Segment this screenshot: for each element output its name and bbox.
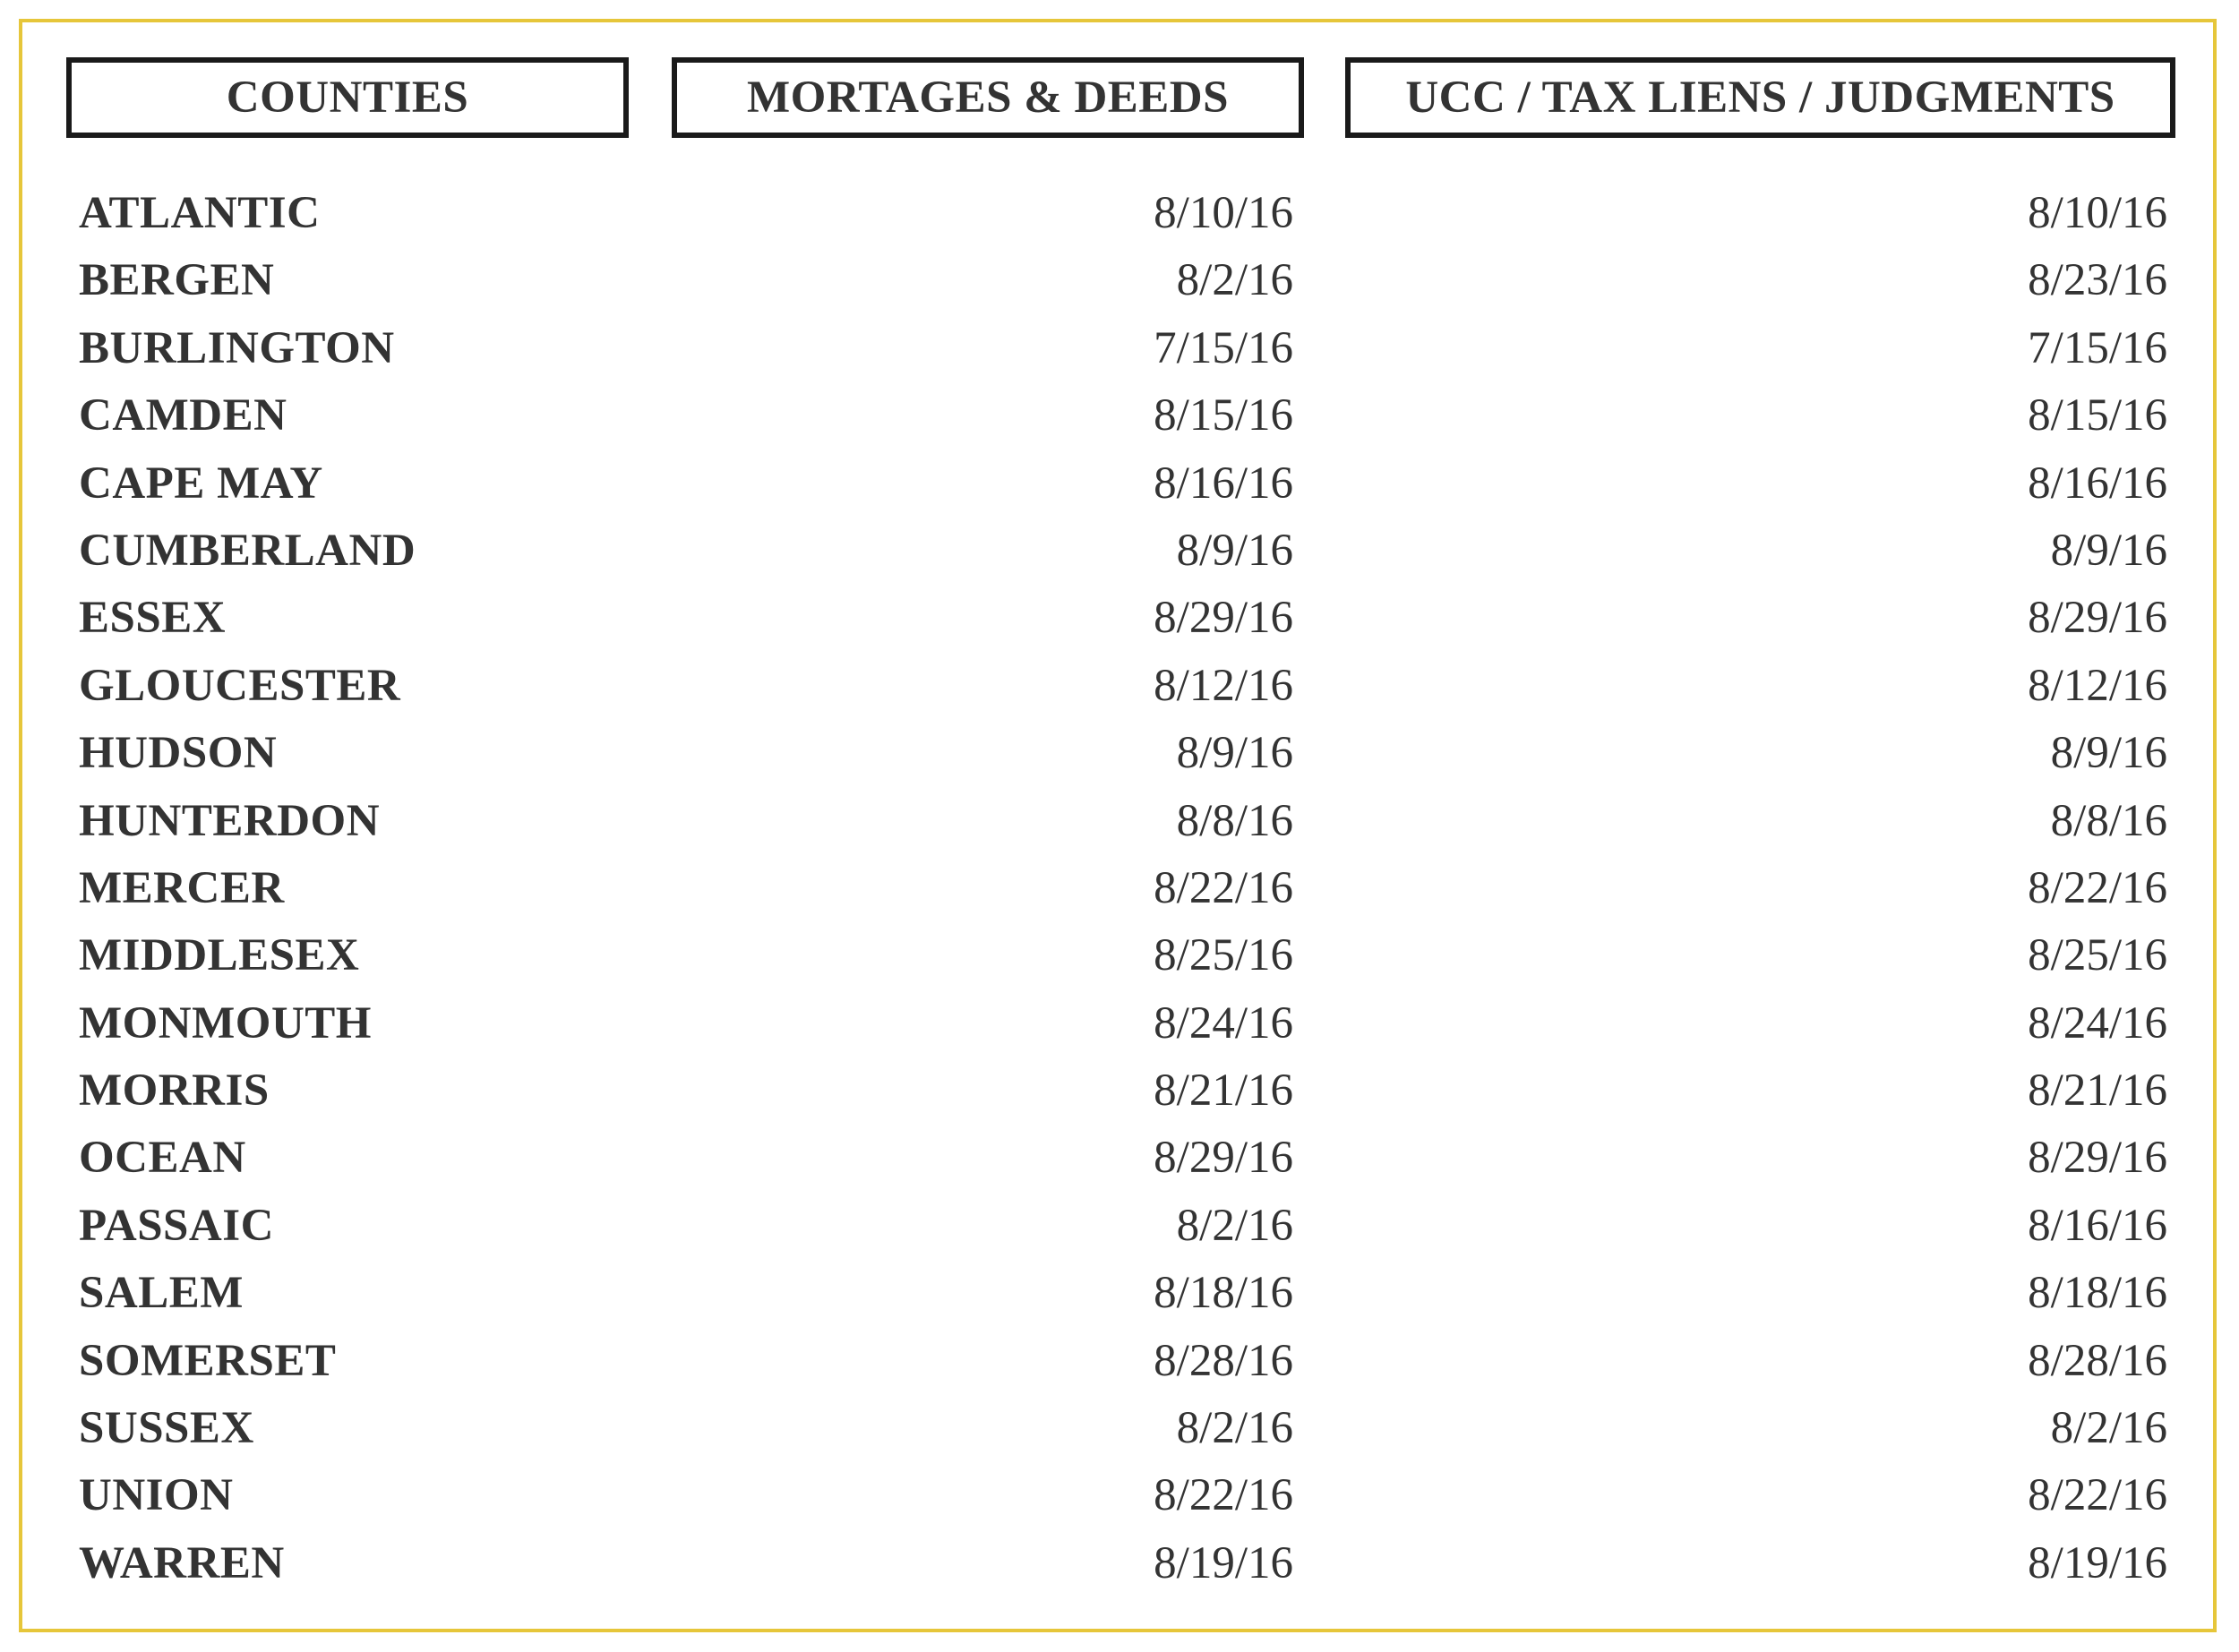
ucc-tax-liens-judgments-date: 8/24/16 [2028,997,2167,1049]
county-name: ATLANTIC [79,188,321,238]
mortgages-deeds-date: 8/2/16 [1176,1403,1293,1454]
header-counties [66,57,629,138]
county-name: ESSEX [79,593,227,644]
mortgages-deeds-date: 8/22/16 [1154,1470,1293,1521]
table-row [0,517,2239,584]
county-name: BERGEN [79,255,275,306]
mortgages-deeds-date: 8/21/16 [1154,1066,1293,1117]
mortgages-deeds-date: 8/29/16 [1154,593,1293,644]
table-row [0,719,2239,786]
table-row [0,1327,2239,1394]
county-name: OCEAN [79,1133,246,1184]
ucc-tax-liens-judgments-date: 8/12/16 [2028,660,2167,711]
table-row [0,1259,2239,1326]
ucc-tax-liens-judgments-date: 8/22/16 [2028,1470,2167,1521]
county-name: UNION [79,1470,234,1521]
table-row [0,1124,2239,1191]
ucc-tax-liens-judgments-date: 8/9/16 [2050,525,2167,576]
ucc-tax-liens-judgments-date: 8/29/16 [2028,593,2167,644]
mortgages-deeds-date: 8/10/16 [1154,188,1293,238]
ucc-tax-liens-judgments-date: 8/18/16 [2028,1268,2167,1319]
table-row [0,854,2239,921]
header-ucc-tax-liens-judgments [1345,57,2175,138]
ucc-tax-liens-judgments-date: 8/22/16 [2028,862,2167,913]
mortgages-deeds-date: 8/25/16 [1154,930,1293,981]
mortgages-deeds-date: 8/2/16 [1176,1200,1293,1251]
county-table [0,179,2239,1596]
county-name: MERCER [79,862,285,913]
county-name: MORRIS [79,1066,270,1117]
mortgages-deeds-date: 8/15/16 [1154,390,1293,441]
table-row [0,652,2239,719]
county-name: GLOUCESTER [79,660,401,711]
table-row [0,449,2239,517]
mortgages-deeds-date: 8/22/16 [1154,862,1293,913]
mortgages-deeds-date: 8/2/16 [1176,255,1293,306]
table-row [0,1192,2239,1259]
ucc-tax-liens-judgments-date: 8/9/16 [2050,728,2167,779]
mortgages-deeds-date: 7/15/16 [1154,322,1293,373]
ucc-tax-liens-judgments-date: 8/16/16 [2028,458,2167,509]
county-name: CAPE MAY [79,458,323,509]
table-row [0,921,2239,989]
ucc-tax-liens-judgments-date: 8/29/16 [2028,1133,2167,1184]
county-name: MIDDLESEX [79,930,360,981]
table-row [0,1057,2239,1124]
table-row [0,1394,2239,1461]
county-name: SALEM [79,1268,244,1319]
table-row [0,787,2239,854]
ucc-tax-liens-judgments-date: 8/10/16 [2028,188,2167,238]
county-name: PASSAIC [79,1200,274,1251]
header-counties-label: COUNTIES [226,73,469,123]
header-mortgages-deeds-label: MORTAGES & DEEDS [747,73,1229,123]
county-name: HUDSON [79,728,278,779]
ucc-tax-liens-judgments-date: 8/23/16 [2028,255,2167,306]
county-name: WARREN [79,1537,285,1588]
table-row [0,584,2239,651]
county-name: HUNTERDON [79,795,381,846]
header-ucc-label: UCC / TAX LIENS / JUDGMENTS [1405,73,2115,123]
table-row [0,989,2239,1057]
county-name: SOMERSET [79,1335,337,1386]
table-row [0,381,2239,449]
county-name: CUMBERLAND [79,525,416,576]
table-row [0,179,2239,246]
table-row [0,314,2239,381]
ucc-tax-liens-judgments-date: 8/28/16 [2028,1335,2167,1386]
mortgages-deeds-date: 8/19/16 [1154,1537,1293,1588]
ucc-tax-liens-judgments-date: 8/8/16 [2050,795,2167,846]
ucc-tax-liens-judgments-date: 8/2/16 [2050,1403,2167,1454]
ucc-tax-liens-judgments-date: 8/25/16 [2028,930,2167,981]
county-name: SUSSEX [79,1403,254,1454]
ucc-tax-liens-judgments-date: 8/15/16 [2028,390,2167,441]
table-row [0,1529,2239,1596]
mortgages-deeds-date: 8/9/16 [1176,728,1293,779]
mortgages-deeds-date: 8/29/16 [1154,1133,1293,1184]
county-name: MONMOUTH [79,997,372,1049]
mortgages-deeds-date: 8/28/16 [1154,1335,1293,1386]
mortgages-deeds-date: 8/18/16 [1154,1268,1293,1319]
ucc-tax-liens-judgments-date: 8/16/16 [2028,1200,2167,1251]
mortgages-deeds-date: 8/8/16 [1176,795,1293,846]
header-mortgages-deeds [672,57,1304,138]
mortgages-deeds-date: 8/12/16 [1154,660,1293,711]
ucc-tax-liens-judgments-date: 8/21/16 [2028,1066,2167,1117]
table-row [0,246,2239,313]
ucc-tax-liens-judgments-date: 7/15/16 [2028,322,2167,373]
mortgages-deeds-date: 8/24/16 [1154,997,1293,1049]
county-name: BURLINGTON [79,322,395,373]
county-name: CAMDEN [79,390,287,441]
table-row [0,1461,2239,1528]
mortgages-deeds-date: 8/9/16 [1176,525,1293,576]
ucc-tax-liens-judgments-date: 8/19/16 [2028,1537,2167,1588]
mortgages-deeds-date: 8/16/16 [1154,458,1293,509]
